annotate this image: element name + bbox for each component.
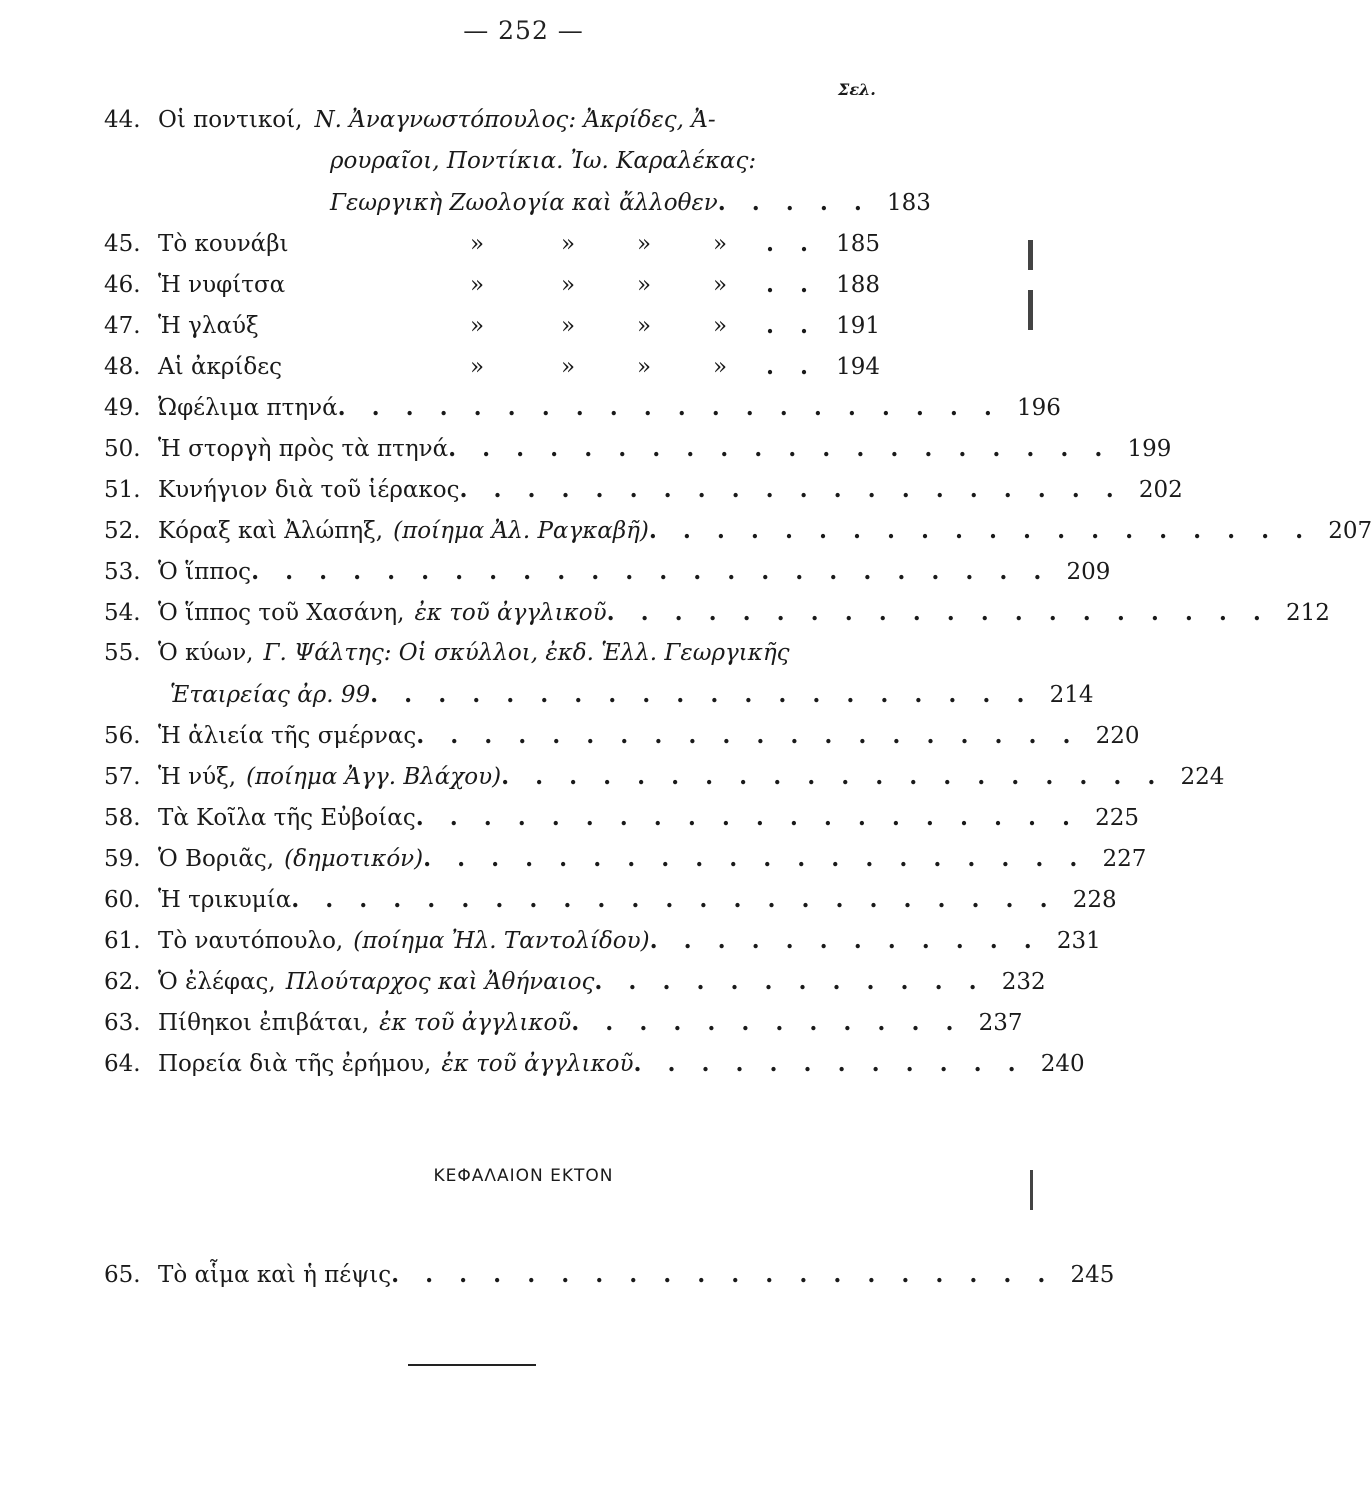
ditto-mark: » [712,354,728,380]
ditto-marks [470,265,758,306]
entry-number: 65. [104,1262,141,1288]
scan-edge-mark [1028,240,1033,270]
entry-title: Ὁ ἵππος τοῦ Χασάνη, [158,600,405,626]
leader-dots: . . . . . . . . . . . . . . . . . . . . [337,394,1001,421]
entry-page: 199 [1127,436,1172,462]
toc-entry-55 [104,633,1094,715]
entry-note: (ποίημα Ἠλ. Ταντολίδου) [353,928,650,954]
entry-number: 63. [104,1010,141,1036]
toc-entry-50 [104,428,1172,469]
entry-number: 64. [104,1051,141,1077]
entry-number: 55. [104,640,141,666]
leader-dots: . . . . . . . . . . . . [633,1050,1025,1077]
toc-entry-56 [104,715,1140,756]
leader-dots: . . [766,312,818,339]
entry-page: 237 [978,1010,1023,1036]
entry-number: 45. [104,231,141,257]
entry-number: 62. [104,969,141,995]
leader-dots: . . [766,353,818,380]
entry-title: Ὁ κύων, [158,640,254,666]
table-of-contents-continued [104,1254,1115,1295]
leader-dots: . . . . . . . . . . . . . . . . . . . . [501,763,1165,790]
entry-page: 209 [1066,559,1111,585]
entry-note: Πλούταρχος καὶ Ἀθήναιος [285,969,595,995]
entry-page: 191 [836,313,880,339]
ditto-mark: » [470,354,485,380]
entry-title: Ὁ ἐλέφας, [158,969,276,995]
leader-dots: . . [766,271,818,298]
leader-dots: . . . . . . . . . . . . [649,927,1041,954]
ditto-mark: » [712,313,728,339]
leader-dots: . . . . . . . . . . . . [571,1009,963,1036]
toc-entry-49 [104,387,1061,428]
entry-page: 207 [1328,518,1372,544]
toc-entry-54 [104,592,1330,633]
entry-note: ἐκ τοῦ ἀγγλικοῦ [379,1010,572,1036]
entry-title: Τὸ αἷμα καὶ ἡ πέψις [158,1262,392,1288]
entry-title: Ἡ τρικυμία [158,887,292,913]
toc-entry-52 [104,510,1372,551]
entry-title: Κυνήγιον διὰ τοῦ ἱέρακος [158,477,460,503]
entry-number: 57. [104,764,141,790]
table-of-contents [104,100,1372,1084]
ditto-mark: » [636,354,652,380]
ditto-mark: » [712,231,728,257]
entry-title: Τὸ κουνάβι [158,231,289,257]
entry-page: 183 [886,190,931,216]
toc-entry-63 [104,1002,1023,1043]
entry-page: 188 [836,272,880,298]
toc-entry-62 [104,961,1046,1002]
entry-number: 59. [104,846,141,872]
entry-page: 224 [1180,764,1225,790]
entry-page: 240 [1040,1051,1085,1077]
entry-number: 53. [104,559,141,585]
page-number: — 252 — [463,16,584,45]
entry-page: 225 [1095,805,1139,831]
entry-title: Τὸ ναυτόπουλο, [158,928,344,954]
entry-title: Πίθηκοι ἐπιβάται, [158,1010,370,1036]
entry-number: 49. [104,395,141,421]
leader-dots: . . . . . . . . . . . . . . . . . . . . . . . [291,886,1057,913]
entry-title: Πορεία διὰ τῆς ἐρήμου, [158,1051,432,1077]
entry-title: Αἱ ἀκρίδες [158,354,283,380]
leader-dots: . . . . . . . . . . . . . . . . . . . . [370,681,1034,708]
entry-note: (ποίημα Ἀλ. Ραγκαβῆ) [393,518,649,544]
leader-dots: . . . . . . . . . . . . . . . . . . . . [606,599,1270,626]
entry-reference-continued: ρουραῖοι, Ποντίκια. Ἰω. Καραλέκας: [330,148,757,174]
toc-entry-60 [104,879,1117,920]
entry-title: Ὁ ἵππος [158,559,252,585]
ditto-mark: » [470,313,485,339]
entry-number: 44. [104,107,141,133]
leader-dots: . . . . . . . . . . . . . . . . . . . . [459,476,1123,503]
entry-page: 220 [1095,723,1140,749]
entry-number: 56. [104,723,141,749]
entry-title: Ἡ νυφίτσα [158,272,286,298]
entry-number: 61. [104,928,141,954]
leader-dots: . . [766,230,818,257]
scan-edge-mark [1028,290,1033,330]
entry-reference-continued: Γεωργικὴ Ζωολογία καὶ ἄλλοθεν [330,190,718,216]
entry-title: Τὰ Κοῖλα τῆς Εὐβοίας [158,805,416,831]
leader-dots: . . . . . . . . . . . . . . . . . . . . [448,435,1112,462]
toc-entry-57 [104,756,1225,797]
entry-page: 245 [1070,1262,1115,1288]
leader-dots: . . . . . . . . . . . . . . . . . . . . . . . . [251,558,1051,585]
leader-dots: . . . . . . . . . . . . . . . . . . . . [415,804,1079,831]
toc-entry-48 [104,346,880,387]
entry-number: 48. [104,354,141,380]
entry-page: 232 [1001,969,1046,995]
entry-title: Οἱ ποντικοί, [158,107,303,133]
ditto-mark: » [636,272,652,298]
entry-title: Ἡ ἁλιεία τῆς σμέρνας [158,723,417,749]
entry-page: 214 [1049,682,1094,708]
page-column-label: Σελ. [838,80,876,99]
entry-number: 60. [104,887,141,913]
leader-dots: . . . . . [717,189,871,216]
leader-dots: . . . . . . . . . . . . . . . . . . . . [648,517,1313,544]
toc-entry-64 [104,1043,1085,1084]
ditto-mark: » [636,231,652,257]
entry-number: 52. [104,518,141,544]
ditto-marks [470,306,758,347]
entry-page: 194 [836,354,880,380]
leader-dots: . . . . . . . . . . . . . . . . . . . . [391,1261,1055,1288]
entry-note: (ποίημα Ἀγγ. Βλάχου) [246,764,502,790]
entry-page: 196 [1017,395,1061,421]
toc-entry-51 [104,469,1183,510]
entry-note: (δημοτικόν) [284,846,424,872]
entry-page: 228 [1072,887,1117,913]
entry-number: 46. [104,272,141,298]
leader-dots: . . . . . . . . . . . . . . . . . . . . [423,845,1087,872]
entry-page: 227 [1102,846,1147,872]
entry-note-continued: Ἑταιρείας ἀρ. 99 [170,682,371,708]
toc-entry-45 [104,223,880,264]
entry-page: 212 [1285,600,1330,626]
entry-title: Ἡ γλαύξ [158,313,259,339]
toc-entry-46 [104,264,880,305]
entry-note: ἐκ τοῦ ἀγγλικοῦ [441,1051,634,1077]
ditto-mark: » [560,272,576,298]
leader-dots: . . . . . . . . . . . . . . . . . . . . [416,722,1080,749]
toc-entry-47 [104,305,880,346]
entry-reference: Ν. Ἀναγνωστόπουλος: Ἀκρίδες, Ἀ- [314,107,716,133]
entry-page: 202 [1138,477,1183,503]
entry-note: ἐκ τοῦ ἀγγλικοῦ [414,600,607,626]
scan-edge-mark [1030,1170,1033,1210]
entry-number: 51. [104,477,141,503]
entry-page: 231 [1056,928,1101,954]
entry-page: 185 [836,231,880,257]
ditto-mark: » [560,231,576,257]
toc-entry-44 [104,100,931,223]
leader-dots: . . . . . . . . . . . . [594,968,986,995]
entry-title: Κόραξ καὶ Ἀλώπηξ, [158,518,384,544]
entry-number: 58. [104,805,141,831]
ditto-mark: » [636,313,652,339]
ditto-mark: » [560,313,576,339]
entry-title: Ἡ νύξ, [158,764,237,790]
toc-entry-65 [104,1254,1115,1295]
entry-number: 50. [104,436,141,462]
toc-entry-53 [104,551,1111,592]
chapter-heading: ΚΕΦΑΛΑΙΟΝ ΕΚΤΟΝ [433,1166,614,1186]
entry-title: Ἡ στοργὴ πρὸς τὰ πτηνά [158,436,449,462]
toc-entry-58 [104,797,1139,838]
entry-note: Γ. Ψάλτης: Οἱ σκύλλοι, ἐκδ. Ἑλλ. Γεωργικῆς [263,640,790,666]
end-rule [408,1364,536,1366]
ditto-mark: » [470,272,485,298]
entry-number: 54. [104,600,141,626]
toc-entry-59 [104,838,1147,879]
entry-number: 47. [104,313,141,339]
ditto-mark: » [560,354,576,380]
toc-entry-61 [104,920,1101,961]
entry-title: Ὁ Βοριᾶς, [158,846,275,872]
ditto-mark: » [470,231,485,257]
ditto-marks [470,224,758,265]
ditto-mark: » [712,272,728,298]
entry-title: Ὠφέλιμα πτηνά [158,395,338,421]
ditto-marks [470,347,758,388]
